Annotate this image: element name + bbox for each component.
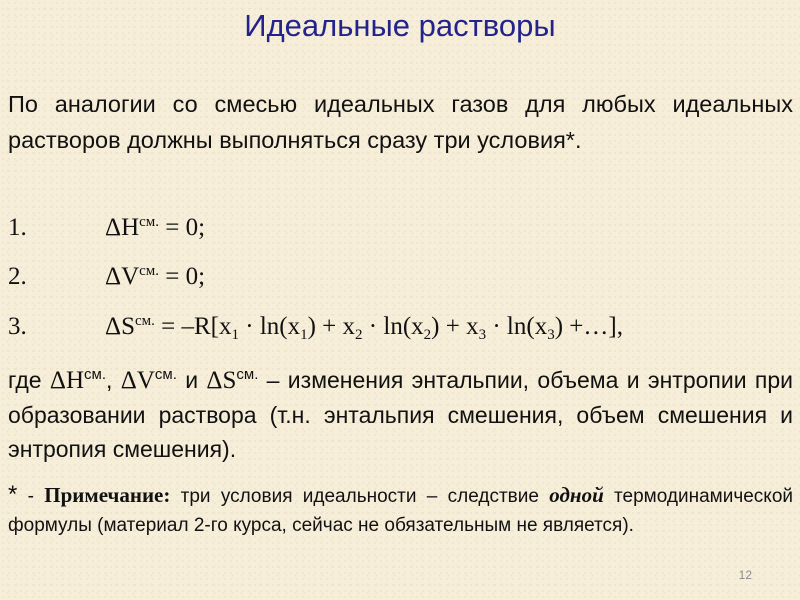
equation-part: ) + x [307,313,356,340]
condition-number: 2. [8,263,27,290]
mixing-superscript: см. [84,366,107,383]
equation-part: ) + x [431,313,479,340]
mixing-superscript: см. [236,366,259,383]
entropy-symbol: ΔS [206,367,237,394]
equation-part: ) +…], [554,313,623,340]
subscript: 2 [355,327,363,343]
conjunction: и [176,367,207,393]
intro-paragraph: По аналогии со смесью идеальных газов для любых идеальных растворов должны выполняться сразу три условия*. [8,91,793,153]
note-text: три условия идеальности – следствие [170,486,550,507]
dash: - [17,486,45,507]
footnote [8,480,793,540]
condition-1 [8,214,205,250]
entropy-symbol: ΔS [105,313,135,340]
condition-number: 1. [8,214,27,241]
where-lead: где [8,367,50,393]
equation-part: · ln(x [486,313,548,340]
equation-part: = –R[x [154,313,232,340]
note-label: Примечание: [44,483,171,507]
asterisk: * [8,481,18,508]
where-paragraph [8,363,793,466]
slide-title: Идеальные растворы [244,8,556,43]
enthalpy-symbol: ΔH [105,214,140,241]
mixing-superscript: см. [139,263,160,279]
volume-symbol: ΔV [105,263,140,290]
subscript: 3 [547,327,555,343]
page-number: 12 [738,568,752,582]
note-text: термодинамической формулы (материал 2-го курса, сейчас не обязательным не является). [8,486,793,536]
subscript: 1 [231,327,239,343]
condition-3 [8,313,623,349]
mixing-superscript: см. [134,313,155,329]
subscript: 1 [300,327,308,343]
subscript: 3 [478,327,487,343]
separator: , [106,367,121,393]
equation-part: · ln(x [362,313,424,340]
equation-rhs: = 0; [159,263,206,290]
where-explanation: – изменения энтальпии, объема и энтропии при образовании раствора (т.н. энтальпия смешения, объем смешения и энтропия смешения). [8,367,793,462]
condition-2 [8,263,205,299]
volume-symbol: ΔV [120,367,155,394]
equation-rhs: = 0; [159,214,206,241]
mixing-superscript: см. [139,214,160,230]
subscript: 2 [423,327,432,343]
equation-part: · ln(x [239,313,301,340]
mixing-superscript: см. [154,366,177,383]
condition-number: 3. [8,313,27,340]
enthalpy-symbol: ΔH [49,367,85,394]
note-emphasis: одной [549,483,604,507]
